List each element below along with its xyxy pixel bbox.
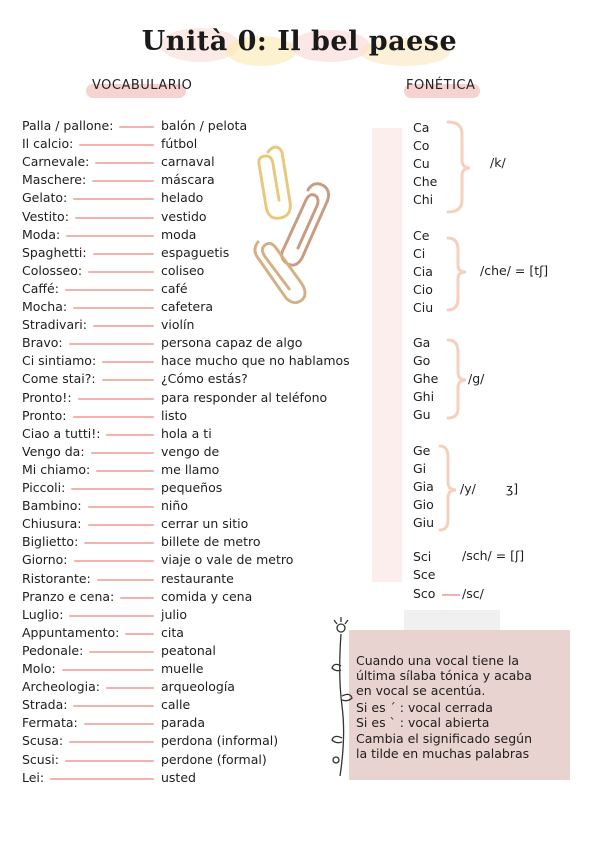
- fonetica-heading: FONÉTICA: [406, 78, 476, 93]
- spanish-word: café: [161, 280, 188, 296]
- syllable: Sco: [413, 586, 436, 601]
- italian-word: Bambino:: [22, 498, 82, 514]
- italian-word: Gelato:: [22, 190, 68, 206]
- syllable: Gia: [413, 479, 434, 494]
- sound-label: /g/: [468, 371, 485, 386]
- sound-label: /k/: [490, 155, 506, 170]
- spanish-word: usted: [161, 769, 196, 785]
- syllable: Sci: [413, 549, 432, 564]
- italian-word: Pronto!:: [22, 389, 72, 405]
- syllable: Ci: [413, 246, 426, 261]
- italian-word: Luglio:: [22, 606, 64, 622]
- page-title: Unità 0: Il bel paese: [141, 26, 458, 57]
- italian-word: Carnevale:: [22, 154, 90, 170]
- spanish-word: ¿Cómo estás?: [161, 371, 248, 387]
- spanish-word: espaguetis: [161, 244, 230, 260]
- spanish-word: restaurante: [161, 570, 234, 586]
- italian-word: Lei:: [22, 769, 45, 785]
- flower-vine-icon: [326, 616, 356, 782]
- syllable: Ge: [413, 443, 431, 458]
- spanish-word: carnaval: [161, 154, 215, 170]
- spanish-word: cita: [161, 624, 184, 640]
- sound-label: /y/: [460, 481, 476, 496]
- italian-word: Colosseo:: [22, 262, 83, 278]
- syllable: Ciu: [413, 300, 434, 315]
- spanish-word: listo: [161, 407, 188, 423]
- italian-word: Bravo:: [22, 335, 63, 351]
- italian-word: Moda:: [22, 226, 61, 242]
- italian-word: Strada:: [22, 697, 68, 713]
- syllable: Cia: [413, 264, 433, 279]
- spanish-word: vestido: [161, 208, 207, 224]
- italian-word: Appuntamento:: [22, 624, 120, 640]
- syllable: Ghe: [413, 371, 439, 386]
- note-line: Cuando una vocal tiene la: [356, 653, 520, 668]
- spanish-word: cafetera: [161, 299, 214, 314]
- italian-word: Ci sintiamo:: [22, 353, 97, 369]
- spanish-word: calle: [161, 697, 191, 713]
- italian-word: Mocha:: [22, 299, 68, 314]
- note-line: en vocal se acentúa.: [356, 683, 486, 698]
- italian-word: Scusa:: [22, 733, 64, 749]
- spanish-word: parada: [161, 715, 205, 731]
- spanish-word: comida y cena: [161, 588, 253, 604]
- sound-label: /che/ = [tʃ]: [480, 263, 549, 278]
- italian-word: Vengo da:: [22, 443, 85, 459]
- syllable: Sce: [413, 567, 436, 582]
- italian-word: Stradivari:: [22, 317, 87, 333]
- sound-extra: ʒ]: [506, 481, 519, 496]
- syllable: Cio: [413, 282, 433, 297]
- italian-word: Palla / pallone:: [22, 118, 114, 133]
- note-line: la tilde en muchas palabras: [356, 746, 530, 761]
- spanish-word: niño: [161, 498, 188, 514]
- spanish-word: billete de metro: [161, 534, 261, 550]
- italian-word: Mi chiamo:: [22, 461, 91, 477]
- spanish-word: moda: [161, 226, 197, 242]
- syllable: Go: [413, 353, 431, 368]
- italian-word: Chiusura:: [22, 516, 82, 532]
- syllable: Chi: [413, 192, 434, 207]
- note-line: Si es ` : vocal abierta: [356, 715, 490, 730]
- italian-word: Scusi:: [22, 751, 59, 767]
- italian-word: Vestito:: [22, 208, 69, 224]
- syllable: Gi: [413, 461, 427, 476]
- syllable: Ca: [413, 120, 430, 135]
- italian-word: Ciao a tutti!:: [22, 425, 101, 441]
- tape: [404, 610, 500, 630]
- italian-word: Giorno:: [22, 552, 68, 568]
- spanish-word: pequeños: [161, 480, 223, 495]
- italian-word: Il calcio:: [22, 136, 74, 152]
- spanish-word: peatonal: [161, 642, 216, 658]
- note-line: última sílaba tónica y acaba: [356, 668, 532, 683]
- sound-label: /sc/: [462, 586, 484, 601]
- italian-word: Pranzo e cena:: [22, 588, 115, 604]
- syllable: Gu: [413, 407, 431, 422]
- sound-label: /sch/ = [ʃ]: [462, 548, 525, 563]
- syllable: Ce: [413, 228, 430, 243]
- spanish-word: para responder al teléfono: [161, 389, 328, 405]
- italian-word: Come stai?:: [22, 371, 96, 387]
- spanish-word: persona capaz de algo: [161, 335, 303, 351]
- syllable: Cu: [413, 156, 430, 171]
- italian-word: Molo:: [22, 661, 56, 676]
- italian-word: Maschere:: [22, 172, 87, 188]
- italian-word: Pedonale:: [22, 642, 84, 658]
- spanish-word: violín: [161, 317, 195, 333]
- spanish-word: fútbol: [161, 136, 198, 152]
- syllable: Co: [413, 138, 430, 153]
- spanish-word: perdone (formal): [161, 751, 267, 767]
- spanish-word: vengo de: [161, 443, 220, 459]
- syllable: Che: [413, 174, 438, 189]
- syllable: Ga: [413, 335, 431, 350]
- spanish-word: coliseo: [161, 262, 205, 278]
- italian-word: Piccoli:: [22, 480, 66, 495]
- italian-word: Pronto:: [22, 407, 67, 423]
- italian-word: Fermata:: [22, 715, 78, 731]
- spanish-word: viaje o vale de metro: [161, 552, 294, 568]
- syllable: Giu: [413, 515, 435, 530]
- spanish-word: cerrar un sitio: [161, 516, 249, 532]
- vocab-heading: VOCABULARIO: [92, 78, 193, 93]
- syllable: Gio: [413, 497, 434, 512]
- spanish-word: balón / pelota: [161, 118, 248, 133]
- spanish-word: helado: [161, 190, 204, 206]
- note-line: Si es ´ : vocal cerrada: [356, 700, 493, 715]
- spanish-word: muelle: [161, 661, 204, 676]
- italian-word: Spaghetti:: [22, 244, 87, 260]
- syllable: Ghi: [413, 389, 435, 404]
- italian-word: Archeologia:: [22, 679, 100, 695]
- spanish-word: máscara: [161, 172, 215, 188]
- spanish-word: perdona (informal): [161, 733, 279, 749]
- spanish-word: hola a ti: [161, 425, 212, 441]
- paperclip-icons: [246, 140, 346, 310]
- arrow-connector: [440, 590, 464, 600]
- spanish-word: hace mucho que no hablamos: [161, 353, 350, 369]
- spanish-word: me llamo: [161, 461, 220, 477]
- spanish-word: julio: [161, 606, 187, 622]
- italian-word: Biglietto:: [22, 534, 79, 550]
- note-line: Cambia el significado según: [356, 731, 533, 746]
- italian-word: Caffé:: [22, 280, 59, 296]
- spanish-word: arqueología: [161, 679, 235, 695]
- italian-word: Ristorante:: [22, 570, 91, 586]
